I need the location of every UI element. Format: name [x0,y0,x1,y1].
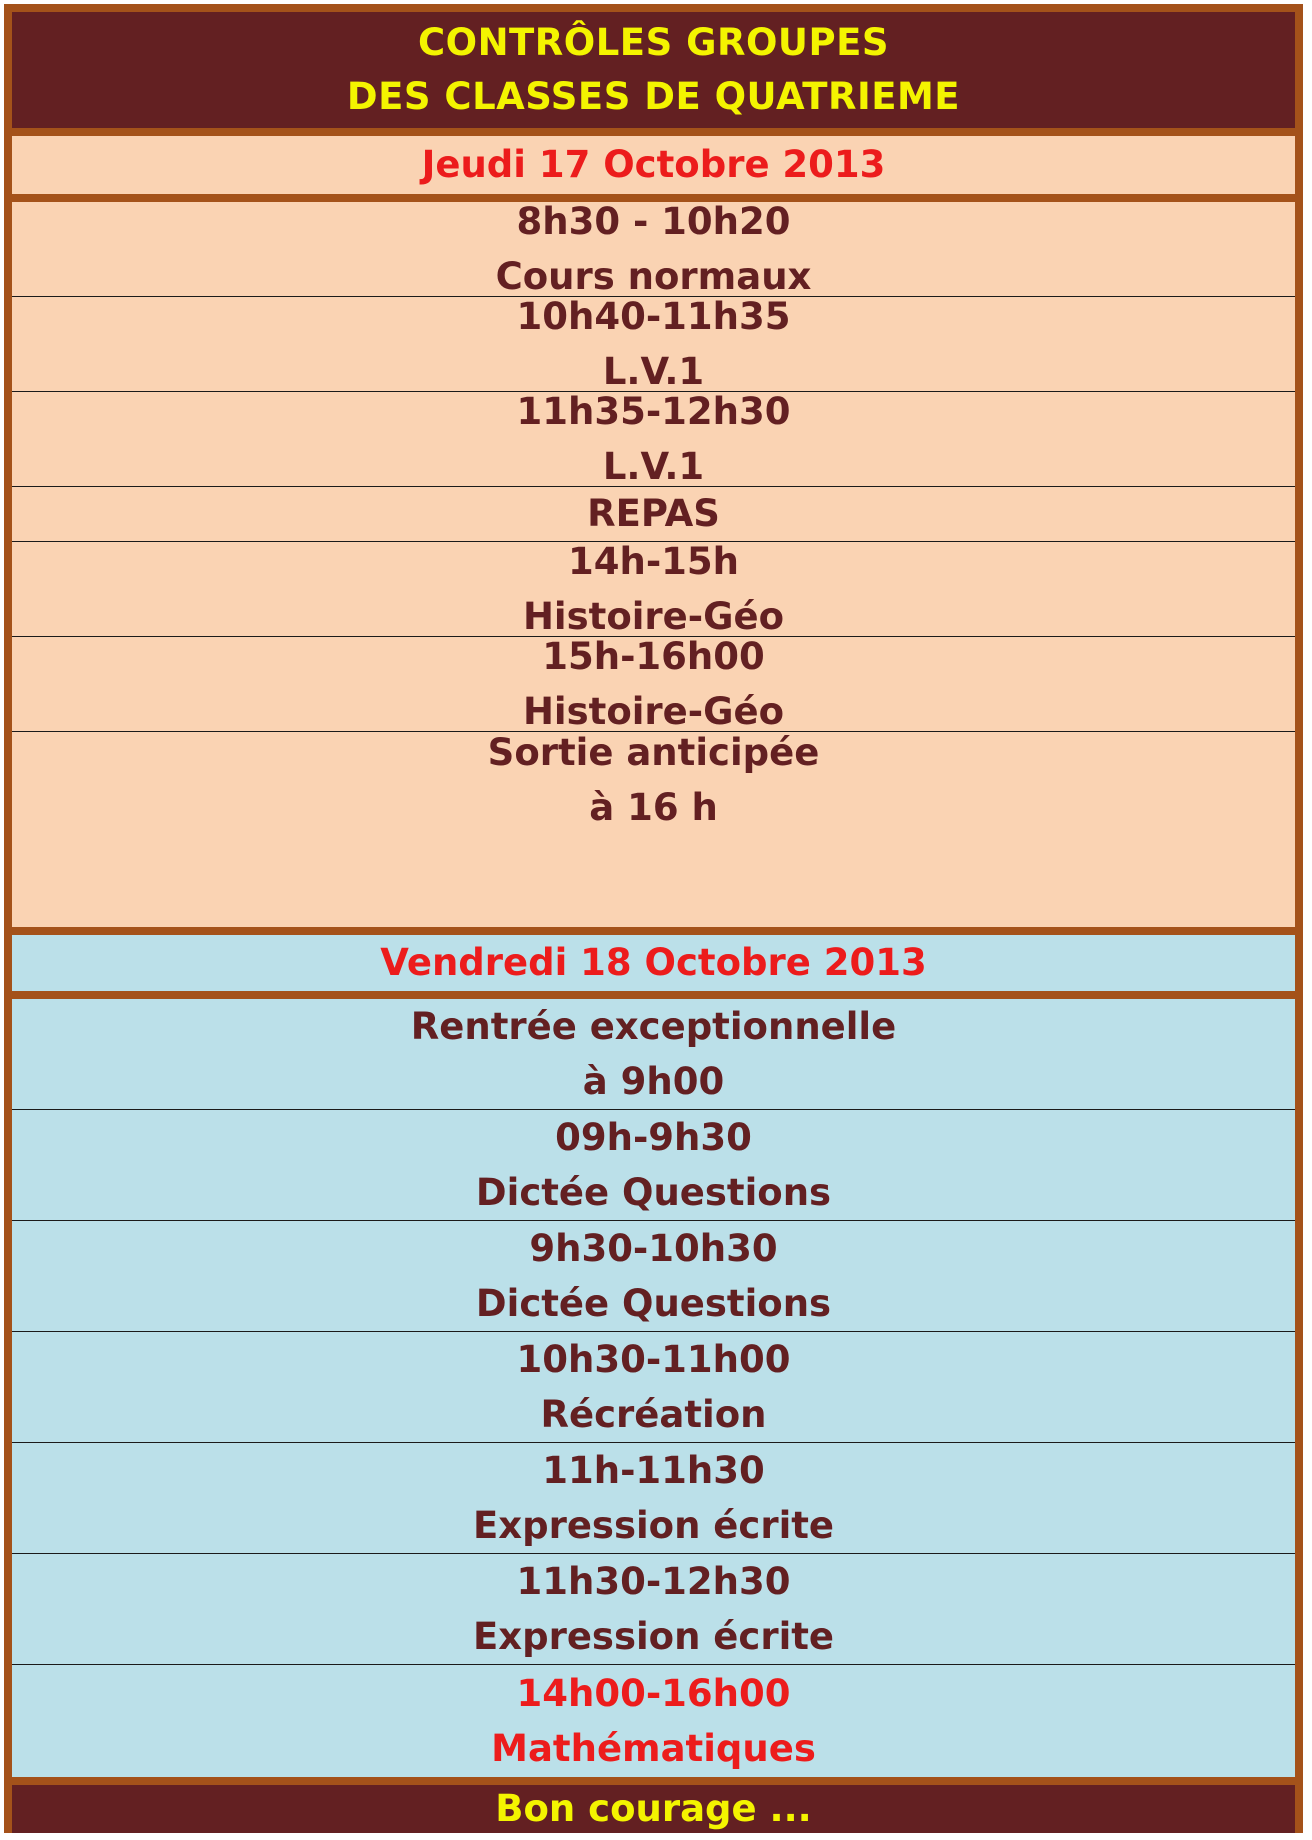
title-line-2: DES CLASSES DE QUATRIEME [346,75,961,118]
slot-subject: Cours normaux [495,255,812,298]
slot-subject: à 16 h [589,785,718,829]
footer-banner [12,1785,1295,1833]
slot-time: 11h-11h30 [542,1449,765,1492]
time-slot [12,732,1295,827]
slot-subject: Récréation [540,1393,767,1436]
footer-message: Bon courage ... [495,1787,812,1830]
slot-subject: Expression écrite [472,1615,835,1658]
slot-subject: Histoire-Géo [522,690,785,733]
time-slot [12,1221,1295,1332]
title-line-1: CONTRÔLES GROUPES [417,21,890,64]
time-slot [12,1443,1295,1554]
slot-subject: Histoire-Géo [522,595,785,638]
time-slot [12,202,1295,297]
slot-time: REPAS [587,492,720,535]
time-slot [12,1332,1295,1443]
slot-subject: Expression écrite [472,1504,835,1547]
schedule-sheet [4,4,1303,1833]
time-slot [12,1110,1295,1221]
slot-subject: à 9h00 [582,1060,725,1103]
day-header-thursday [12,136,1295,194]
time-slot [12,1554,1295,1665]
slot-time: 09h-9h30 [555,1116,752,1159]
title-banner [12,12,1295,128]
slot-subject: Dictée Questions [475,1171,832,1214]
slot-subject: L.V.1 [602,350,705,393]
slot-time: 8h30 - 10h20 [516,200,791,243]
slot-time: 14h00-16h00 [516,1672,791,1715]
slot-time: 9h30-10h30 [529,1227,778,1270]
slot-time: 11h35-12h30 [516,390,791,433]
slot-time: 10h40-11h35 [516,295,791,338]
friday-schedule [12,999,1295,1777]
time-slot [12,999,1295,1110]
slot-time: Sortie anticipée [487,730,820,774]
slot-time: 14h-15h [567,540,740,583]
slot-subject: Mathématiques [491,1727,816,1770]
time-slot [12,297,1295,392]
slot-time: Rentrée exceptionnelle [410,1005,897,1048]
day-header-friday [12,935,1295,991]
day-date: Vendredi 18 Octobre 2013 [380,941,927,984]
slot-subject: Dictée Questions [475,1282,832,1325]
thursday-schedule [12,202,1295,927]
slot-subject: L.V.1 [602,445,705,488]
day-date: Jeudi 17 Octobre 2013 [421,143,886,186]
time-slot [12,542,1295,637]
slot-time: 11h30-12h30 [516,1560,791,1603]
slot-time: 15h-16h00 [542,635,765,678]
time-slot-math [12,1665,1295,1777]
time-slot [12,392,1295,487]
time-slot [12,637,1295,732]
slot-time: 10h30-11h00 [516,1338,791,1381]
